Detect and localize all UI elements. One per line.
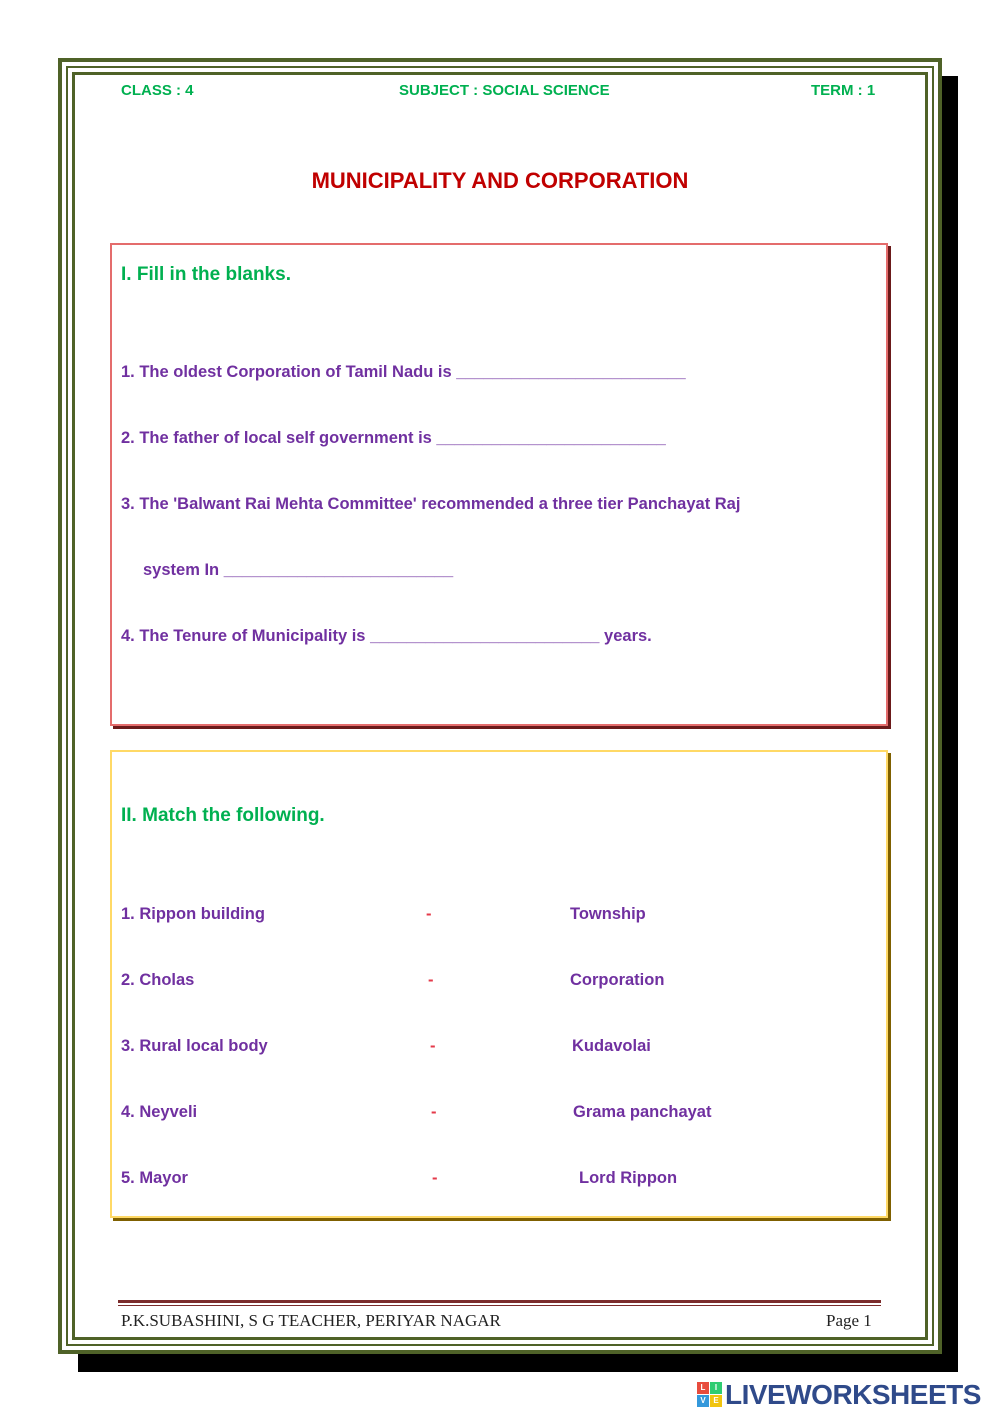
match-separator: - (432, 1169, 438, 1187)
footer-rule-thin (118, 1305, 881, 1306)
fill-blank-question[interactable]: 4. The Tenure of Municipality is _________________________ years. (121, 627, 652, 645)
match-right-item[interactable]: Grama panchayat (573, 1103, 712, 1121)
match-left-item: 1. Rippon building (121, 905, 265, 923)
fill-blank-question[interactable]: system In _________________________ (143, 561, 454, 579)
match-left-item: 4. Neyveli (121, 1103, 198, 1121)
footer-page-number: Page 1 (826, 1311, 872, 1330)
page-title: MUNICIPALITY AND CORPORATION (311, 168, 689, 193)
match-separator: - (426, 905, 432, 923)
match-right-item[interactable]: Kudavolai (572, 1037, 651, 1055)
class-label: CLASS : 4 (121, 82, 194, 99)
fill-blank-question[interactable]: 1. The oldest Corporation of Tamil Nadu is _________________________ (121, 363, 686, 381)
fill-blanks-heading: I. Fill in the blanks. (121, 264, 291, 285)
match-left-item: 5. Mayor (121, 1169, 188, 1187)
fill-blank-question[interactable]: 2. The father of local self government is _________________________ (121, 429, 666, 447)
match-right-item[interactable]: Corporation (570, 971, 665, 989)
footer-author: P.K.SUBASHINI, S G TEACHER, PERIYAR NAGAR (121, 1311, 501, 1330)
match-right-item[interactable]: Township (570, 905, 646, 923)
term-label: TERM : 1 (811, 82, 876, 99)
liveworksheets-wordmark: LIVEWORKSHEETS (725, 1379, 981, 1410)
match-heading: II. Match the following. (121, 805, 325, 826)
match-left-item: 3. Rural local body (121, 1037, 268, 1055)
match-right-item[interactable]: Lord Rippon (579, 1169, 678, 1187)
liveworksheets-logo-icon: L I V E (697, 1382, 723, 1408)
fill-blanks-box (110, 243, 888, 726)
liveworksheets-brand[interactable] (697, 1378, 981, 1412)
match-separator: - (431, 1103, 437, 1121)
footer-rule (118, 1300, 881, 1303)
subject-label: SUBJECT : SOCIAL SCIENCE (399, 82, 610, 99)
match-separator: - (428, 971, 434, 989)
match-left-item: 2. Cholas (121, 971, 195, 989)
match-separator: - (430, 1037, 436, 1055)
fill-blank-question: 3. The 'Balwant Rai Mehta Committee' recommended a three tier Panchayat Raj (121, 495, 741, 513)
